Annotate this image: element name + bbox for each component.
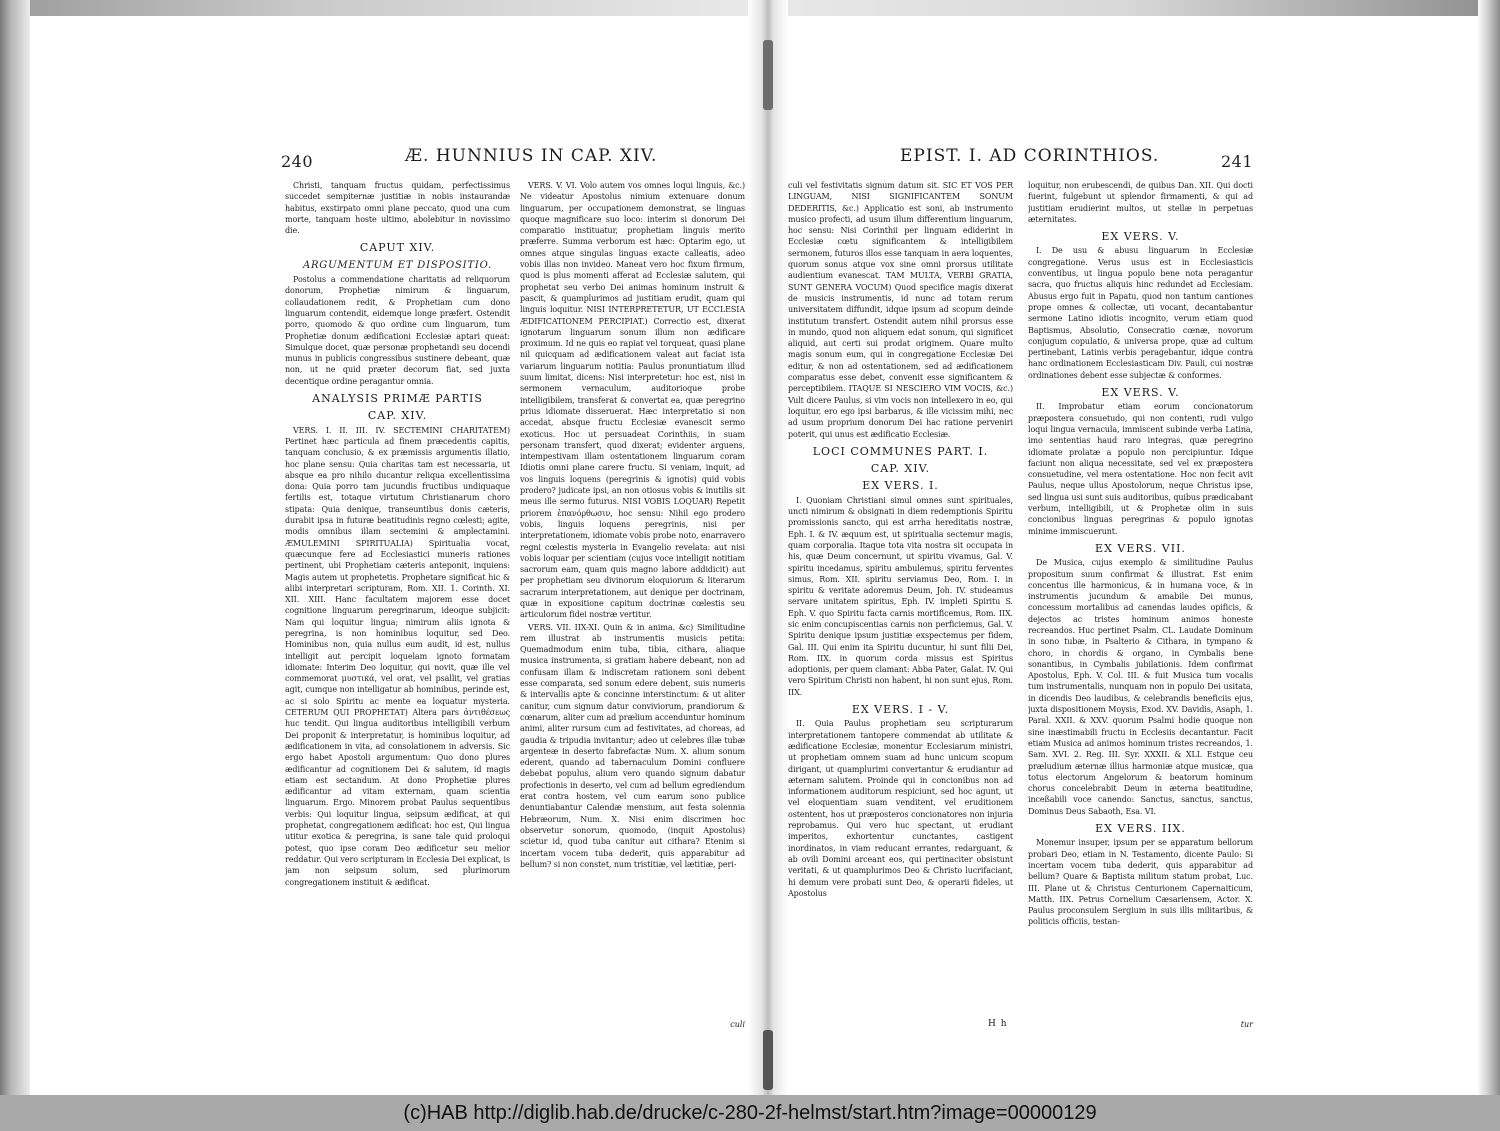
right-running-head xyxy=(788,140,1253,180)
gutter-shadow-bottom xyxy=(763,1030,773,1090)
scan-edge-left xyxy=(0,0,30,1131)
book-gutter xyxy=(748,0,788,1095)
paragraph: VERS. I. II. III. IV. SECTEMINI CHARITATEM) Pertinet hæc particula ad finem præcedentis capitis, tanquam conclusio, & ex præmissis argumentis illatio, hoc plane sensu: Quia charitas tam est necessaria, ut absque ea pro nihilo ducantur reliqua excellentissima dona: Quia porro tam jucundis fructibus undiquaque fertilis est, totaque virtutum Christianarum choro stipata: Quia denique, transeuntibus donis cæteris, durabit ipsa in futuræ beatitudinis regno cœlesti; agite, modis omnibus illam sectemini & amplectamini. ÆMULEMINI SPIRITUALIA) Spiritualia vocat, quæcunque fere ad Ecclesiastici muneris rationes pertinent, ubi Prophetiam cæteris anteponit, inquiens: Magis autem ut prophetetis. Prophetare significat hic & alibi interpretari scripturam, Rom. XII. 1. Corinth. XI. XII. XIII. Hanc facultatem majorem esse docet cognitione linguarum peregrinarum, ideoque subjicit: Nam qui loquitur lingua; nimirum aliis ignota & peregrina, is non hominibus loquitur, sed Deo. Hominibus non, quia nullus eum audit, id est, nullus intelligit aut percipit loquelam ignoto formatam idiomate: Interim Deo loquitur, qui novit, quæ ille vel commemorat μυστικά, vel orat, vel psallit, vel gratias agit, cumque non intelligatur ab hominibus, perinde est, ac si solo Spiritu ac mente ea loquatur mysteria. CETERUM QUI PROPHETAT) Altera pars ἀντιθέσεως huc tendit. Qui lingua auditoribus intelligibili verbum Dei proponit & interpretatur, is hominibus loquitur, ad ædificationem in vita, ad consolationem in adversis. Sic ergo habet Apostoli argumentum: Quo dono plures ædificantur ad cognitionem Dei & salutem, id magis etiam est sectandum. At dono Prophetiæ plures ædificantur ad vitam externam, quam scientia linguarum. Ergo. Minorem probat Paulus sequentibus verbis: Qui loquitur lingua, seipsum ædificat, at qui prophetat, congregationem ædificat: hoc est, Qui lingua utitur exotica & peregrina, is sane tale quid proloqui potest, quo ipse coram Deo ædificetur seu melior reddatur. Qui vero scripturam in Ecclesia Dei explicat, is jam non seipsum solum, sed plurimorum congregationem instituit & ædificat. xyxy=(285,425,510,887)
gutter-shadow-top xyxy=(763,40,773,110)
paragraph: VERS. VII. IIX-XI. Quin & in anima. &c) Similitudine rem illustrat ab instrumentis musicis petita: Quemadmodum enim tuba, tibia, cithara, aliaque musica instrumenta, si gratiam habere debeant, non ad confusam illam & indiscretam rationem soni debent esse comparata, sed sonum edere debent, suis numeris & intervallis apte & concinne interstinctum: & ut aliter canitur, cum signum datur conviviorum, prandiorum & cœnarum, aliter cum ad prælium accenduntur hominum animi, aliter rursum cum ad festivitates, ad choreas, ad gaudia & tripudia invitantur; adeo ut celebres illæ tubæ argenteæ in deserto fabrefactæ Num. X. alium sonum ederent, quando ad tabernaculum Domini confluere debebat populus, alium vero quando signum dabatur profectionis in deserto, vel cum ad bellum egrediendum erat contra hostem, vel cum earum sono publice denuntiabantur Calendæ mensium, aut festa solennia Hebræorum, Num. X. Nisi enim discrimen hoc observetur sonorum, quomodo, (inquit Apostolus) scietur id, quod tuba canitur aut cithara? Etenim si incertam vocem tuba dederit, quis apparabitur ad bellum? si non constet, num tristitiæ, vel lætitiæ, peri- xyxy=(520,622,745,869)
right-catchword: tur xyxy=(1240,1020,1253,1029)
section-heading: EX VERS. I - V. xyxy=(851,703,950,717)
source-credit: (c)HAB http://diglib.hab.de/drucke/c-280-2f-helmst/start.htm?image=00000129 xyxy=(403,1101,1097,1124)
paragraph: loquitur, non erubescendi, de quibus Dan. XII. Qui docti fuerint, fulgebunt ut splendor firmamenti, & qui ad justitiam erudierint multos, ut stellæ in perpetuas æternitates. xyxy=(1028,181,1253,224)
left-running-head xyxy=(281,140,745,180)
right-columns xyxy=(788,180,1253,1015)
paragraph: II. Improbatur etiam eorum concionatorum præpostera consuetudo, qui non contenti, rudi vulgo loqui lingua vernacula, immiscent subinde verba Latina, imo sententias haud raro integras, quæ peregrino idiomate prolatæ a populo non percipiuntur. Idque faciunt non aliqua necessitate, sed vel ex præpostera consuetudine, vel mera ostentatione. Hoc non fecit avit Paulus, neque ullus Apostolorum, neque Christus ipse, sed lingua usi sunt suis auditoribus, quibus prædicabant verbum, intelligibili, ut & Prophetæ olim in suis concionibus linguas peregrinas & populo ignotas minime immiscuerunt. xyxy=(1028,402,1253,536)
section-heading: EX VERS. V. xyxy=(1101,230,1180,244)
paragraph: Postolus a commendatione charitatis ad reliquorum donorum, Prophetiæ nimirum & linguarum, collaudationem redit, & Prophetiam cum dono linguarum contendit, eidemque longe præfert. Ostendit porro, quomodo & quo ordine cum linguarum, tum Prophetiæ donum ædificationi Ecclesiæ aptari queat: Simulque docet, quæ personæ prophetandi seu docendi munus in publicis congressibus sustinere debeant, quæ non, ut ne quid præter decorum fiat, sed juxta decentique ordine peragantur omnia. xyxy=(285,275,510,386)
paragraph: VERS. V. VI. Volo autem vos omnes loqui linguis, &c.) Ne videatur Apostolus nimium extenuare donum linguarum, per occupationem demonstrat, se linguas quoque magnificare suo loco: interim si donorum Dei comparatio instituatur, prophetiam linguis merito præferre. Summa verborum est hæc: Optarim ego, ut omnes atque singulas linguas exacte calleatis, adeo vobis illas non invideo. Maneat vero hoc fixum firmum, quod is plus momenti afferat ad Ecclesiæ salutem, qui prophetat seu verbo Dei animas hominum instruit & pascit, & quamplurimos ad justitiam erudit, quam qui linguis loquitur. NISI INTERPRETETUR, UT ECCLESIA ÆDIFICATIONEM PERCIPIAT.) Correctio est, dixerat ignotarum linguarum sonum illum non ædificare proximum. Id ne quis eo rapiat vel torqueat, quasi plane nil quicquam ad ædificationem valeat aut faciat ista variarum linguarum notitia: Paulus pronuntiatum illud suum limitat, dicens: Nisi interpretetur: hoc est, nisi in sermonem vernaculum, auditorioque probe intelligibilem, transferat & convertat ea, quæ peregrino prius idiomate disseruerat. Hæc interpretatio si non accedat, absque fructu Ecclesiæ evanescit sermo exoticus. Hoc ut persuadeat Corinthiis, in suam personam transfert, quod dixerat; evidenter arguens, intempestivam illam ostentationem linguarum coram Idiotis omni plane carere fructu. Si veniam, inquit, ad vos linguis loquens (peregrinis & ignotis) quid vobis prodero? judicate ipsi, an non otiosus vobis & inutilis sit meus ille sermo futurus. NISI VOBIS LOQUAR) Repetit priorem ἐπανόρθωσιν, hoc sensu: Nihil ego prodero vobis, linguis loquens peregrinis, nisi per interpretationem, idiomate vobis probe noto, enarravero regni cœlestis mysteria in Evangelio revelata: aut nisi vobis loquar per scientiam (cujus voce intelligit notitiam sacrorum eam, quam quis magno labore addidicit) aut per prophetiam seu divinorum eloquiorum & literarum sacrarum interpretationem, aut denique per doctrinam, quæ in expositione capitum doctrinæ cœlestis seu articulorum fidei nostræ vertitur. xyxy=(520,181,745,620)
section-heading: CAP. XIV. xyxy=(367,409,428,423)
scan-edge-right xyxy=(1478,0,1500,1131)
right-column-1 xyxy=(788,180,1013,1015)
section-heading: EX VERS. I. xyxy=(862,479,939,493)
left-column-2 xyxy=(520,180,745,1015)
section-heading: EX VERS. V. xyxy=(1101,386,1180,400)
left-columns xyxy=(285,180,745,1015)
section-heading: EX VERS. IIX. xyxy=(1095,822,1186,836)
right-page-number: 241 xyxy=(1220,152,1253,171)
paragraph: II. Quia Paulus prophetiam seu scripturarum interpretationem tantopere commendat ab utilitate & ædificatione Ecclesiæ, monentur Ecclesiarum ministri, ut prophetiam omnem suam ad hunc unicum scopum dirigant, ut quamplurimi convertantur & erudiantur ad æternam salutem. Proinde qui in concionibus non ad informationem auditorum respiciunt, sed hoc agunt, ut vel eloquentiam suam venditent, vel eruditionem ostentent, hos ut præposteros concionatores non injuria reprobamus. Qui vero huc spectant, ut erudiant imperitos, exhortentur cunctantes, castigent inordinatos, in viam reducant errantes, redarguant, & ab ovili Domini arceant eos, qui pertinaciter obsistunt veritati, & ut quamplurimos Deo & Christo lucrifaciant, hi demum vere probati sunt Deo, & operarii fideles, ut Apostolus xyxy=(788,719,1013,898)
paragraph: I. De usu & abusu linguarum in Ecclesiæ congregatione. Verus usus est in Ecclesiasticis conventibus, ut lingua populo bene nota peragantur sacra, quo fructus aliquis hinc redundet ad Ecclesiam. Abusus ergo fuit in Papatu, quod non tantum cantiones prope omnes & collectæ, uti vocant, decantabantur sermone Latino idiotis incognito, verum etiam quod Baptismus, Absolutio, Consecratio cœnæ, novorum conjugum copulatio, & universa prope, quæ ad cultum pertinebant, Latinis verbis peragebantur, idque contra hanc ordinationem Ecclesiasticam Div. Pauli, cui nostræ ordinationes debent esse subjectæ & conformes. xyxy=(1028,246,1253,380)
left-page-number: 240 xyxy=(281,152,314,171)
right-column-2 xyxy=(1028,180,1253,1015)
section-heading: ANALYSIS PRIMÆ PARTIS xyxy=(312,392,483,406)
section-heading: LOCI COMMUNES PART. I. xyxy=(812,444,989,458)
section-heading: CAPUT XIV. xyxy=(359,241,436,255)
left-running-title: Æ. HUNNIUS IN CAP. XIV. xyxy=(405,146,658,166)
source-footer xyxy=(0,1095,1500,1131)
right-running-title: EPIST. I. AD CORINTHIOS. xyxy=(900,146,1160,166)
section-heading: ARGUMENTUM ET DISPOSITIO. xyxy=(302,259,493,271)
signature-mark: H h xyxy=(988,1019,1008,1029)
right-page xyxy=(788,140,1253,1029)
section-heading: CAP. XIV. xyxy=(870,462,931,476)
paragraph: Christi, tanquam fructus quidam, perfectissimus succedet sempiternæ justitiæ in nobis instaurandæ habitus, exstirpato omni plane peccato, quod una cum morte, tanquam hoste ultimo, abolebitur in novissimo die. xyxy=(285,181,510,236)
paragraph: I. Quoniam Christiani simul omnes sunt spirituales, uncti nimirum & obsignati in diem redemptionis Spiritu promissionis sancto, qui est arrha hereditatis nostræ, Eph. I. & IV. æquum est, ut spiritualia sectemur magis, quam corporalia. Itaque tota vita nostra sit occupata in his, quæ Deum concernunt, ut spiritu vivamus, Gal. V. spiritu incedamus, spiritu ambulemus, spiritu ferventes simus, Rom. XII. spiritu serviamus Deo, Rom. I. in spiritu & veritate adoremus Deum, Joh. IV. studeamus servare unitatem spiritus, Eph. IV. impleti Spiritu S. Eph. V. quo Spiritu facta carnis mortificemus, Rom. IIX. sic enim concupiscentias carnis non perficiemus, Gal. V. Spiritu denique ipsum justitiæ exspectemus per fidem, Gal. III. Qui enim ita Spiritu ducuntur, hi sunt filii Dei, Rom. IIX. in quorum corda missus est Spiritus adoptionis, per quem clamant: Abba Pater, Galat. IV. Qui vero Spiritum Christi non habent, hi non sunt ejus, Rom. IIX. xyxy=(788,495,1013,697)
section-heading: EX VERS. VII. xyxy=(1095,541,1186,555)
left-page xyxy=(281,140,745,1029)
left-column-1 xyxy=(285,180,510,1015)
paragraph: Monemur insuper, ipsum per se apparatum bellorum probari Deo, etiam in N. Testamento, dicente Paulo: Si incertam vocem tuba dederit, quis apparabitur ad bellum? Quare & Baptista militum statum probat, Luc. III. Plane ut & Christus Centurionem Capernaiticum, Matth. IIX. Petrus Cornelium Cæsariensem, Actor. X. Paulus proconsulem Sergium in suis illis militaribus, & politicis officiis, testan- xyxy=(1028,838,1253,927)
left-catchword: culi xyxy=(730,1020,745,1029)
paragraph: culi vel festivitatis signum datum sit. SIC ET VOS PER LINGUAM, NISI SIGNIFICANTEM SONUM DEDERITIS, &c.) Applicatio est soni, ab instrumento musico profecti, ad usum illum differentium linguarum, hoc sensu: Nisi Corinthii per linguam ediderint in Ecclesiæ cœtu significantem & intelligibilem sermonem, futuros illos esse tanquam in aera loquentes, quorum sonus atque vox sine omni prorsus utilitate audientium evanescat. TAM MULTA, VERBI GRATIA, SUNT GENERA VOCUM) Quod specifice magis dixerat de musicis instrumentis, id nunc ad totam rerum universitatem diffundit, idque ipsum ad scopum deinde institutum transfert. Ostendit autem nihil prorsus esse in mundo, quod non aliquem edat sonum, qui significet aliquid, aut certi sui prodat originem. Quare multo magis sonum eum, qui in congregatione Ecclesiæ Dei editur, & non ad ostentationem, sed ad ædificationem comparatus esse debet, convenit esse significantem & perceptibilem. ITAQUE SI NESCIERO VIM VOCIS, &c.) Vult dicere Paulus, si vim vocis non intellexero in eo, qui loquitur, ero ego ipsi barbarus, & ille vicissim mihi, nec ad usum proprium donorum Dei hac ratione perveniri poterit, qui unus est ædificatio Ecclesiæ. xyxy=(788,181,1013,439)
paragraph: De Musica, cujus exemplo & similitudine Paulus propositum suum confirmat & illustrat. Est enim concentus ille harmonicus, & in humana voce, & in instrumentis jucundum & amabile Dei munus, concessum mortalibus ad canendas laudes opificis, & dejectos ac tristes hominum animos honeste recreandos. Huc pertinet Psalm. CL. Laudate Dominum in sono tubæ, in Psalterio & Cithara, in tympano & choro, in chordis & organo, in Cymbalis bene sonantibus, in Cymbalis jubilationis. Idem confirmat Apostolus, Eph. V. Col. III. & fuit Musica tum vocalis tum instrumentalis, nunquam non in populo Dei usitata, in dicendis Deo laudibus, & celebrandis beneficiis ejus, juxta dispositionem Moysis, Exod. XV. Davidis, Asaph, 1. Paral. XXII. & XXV. quorum Psalmi hodie quoque non sine inæstimabili fructu in Ecclesiis decantantur. Facit etiam Musica ad animos hominum tristes recreandos, 1. Sam. XVI. 2. Reg. III. Syr. XXXII. & XLI. Estque ceu præludium æternæ illius harmoniæ atque musicæ, qua totus electorum Angelorum & beatorum hominum chorus concelebrabit Deum in æterna beatitudine, inceßabili voce canendo: Sanctus, sanctus, sanctus, Dominus Deus Sabaoth, Esa. VI. xyxy=(1028,558,1253,816)
